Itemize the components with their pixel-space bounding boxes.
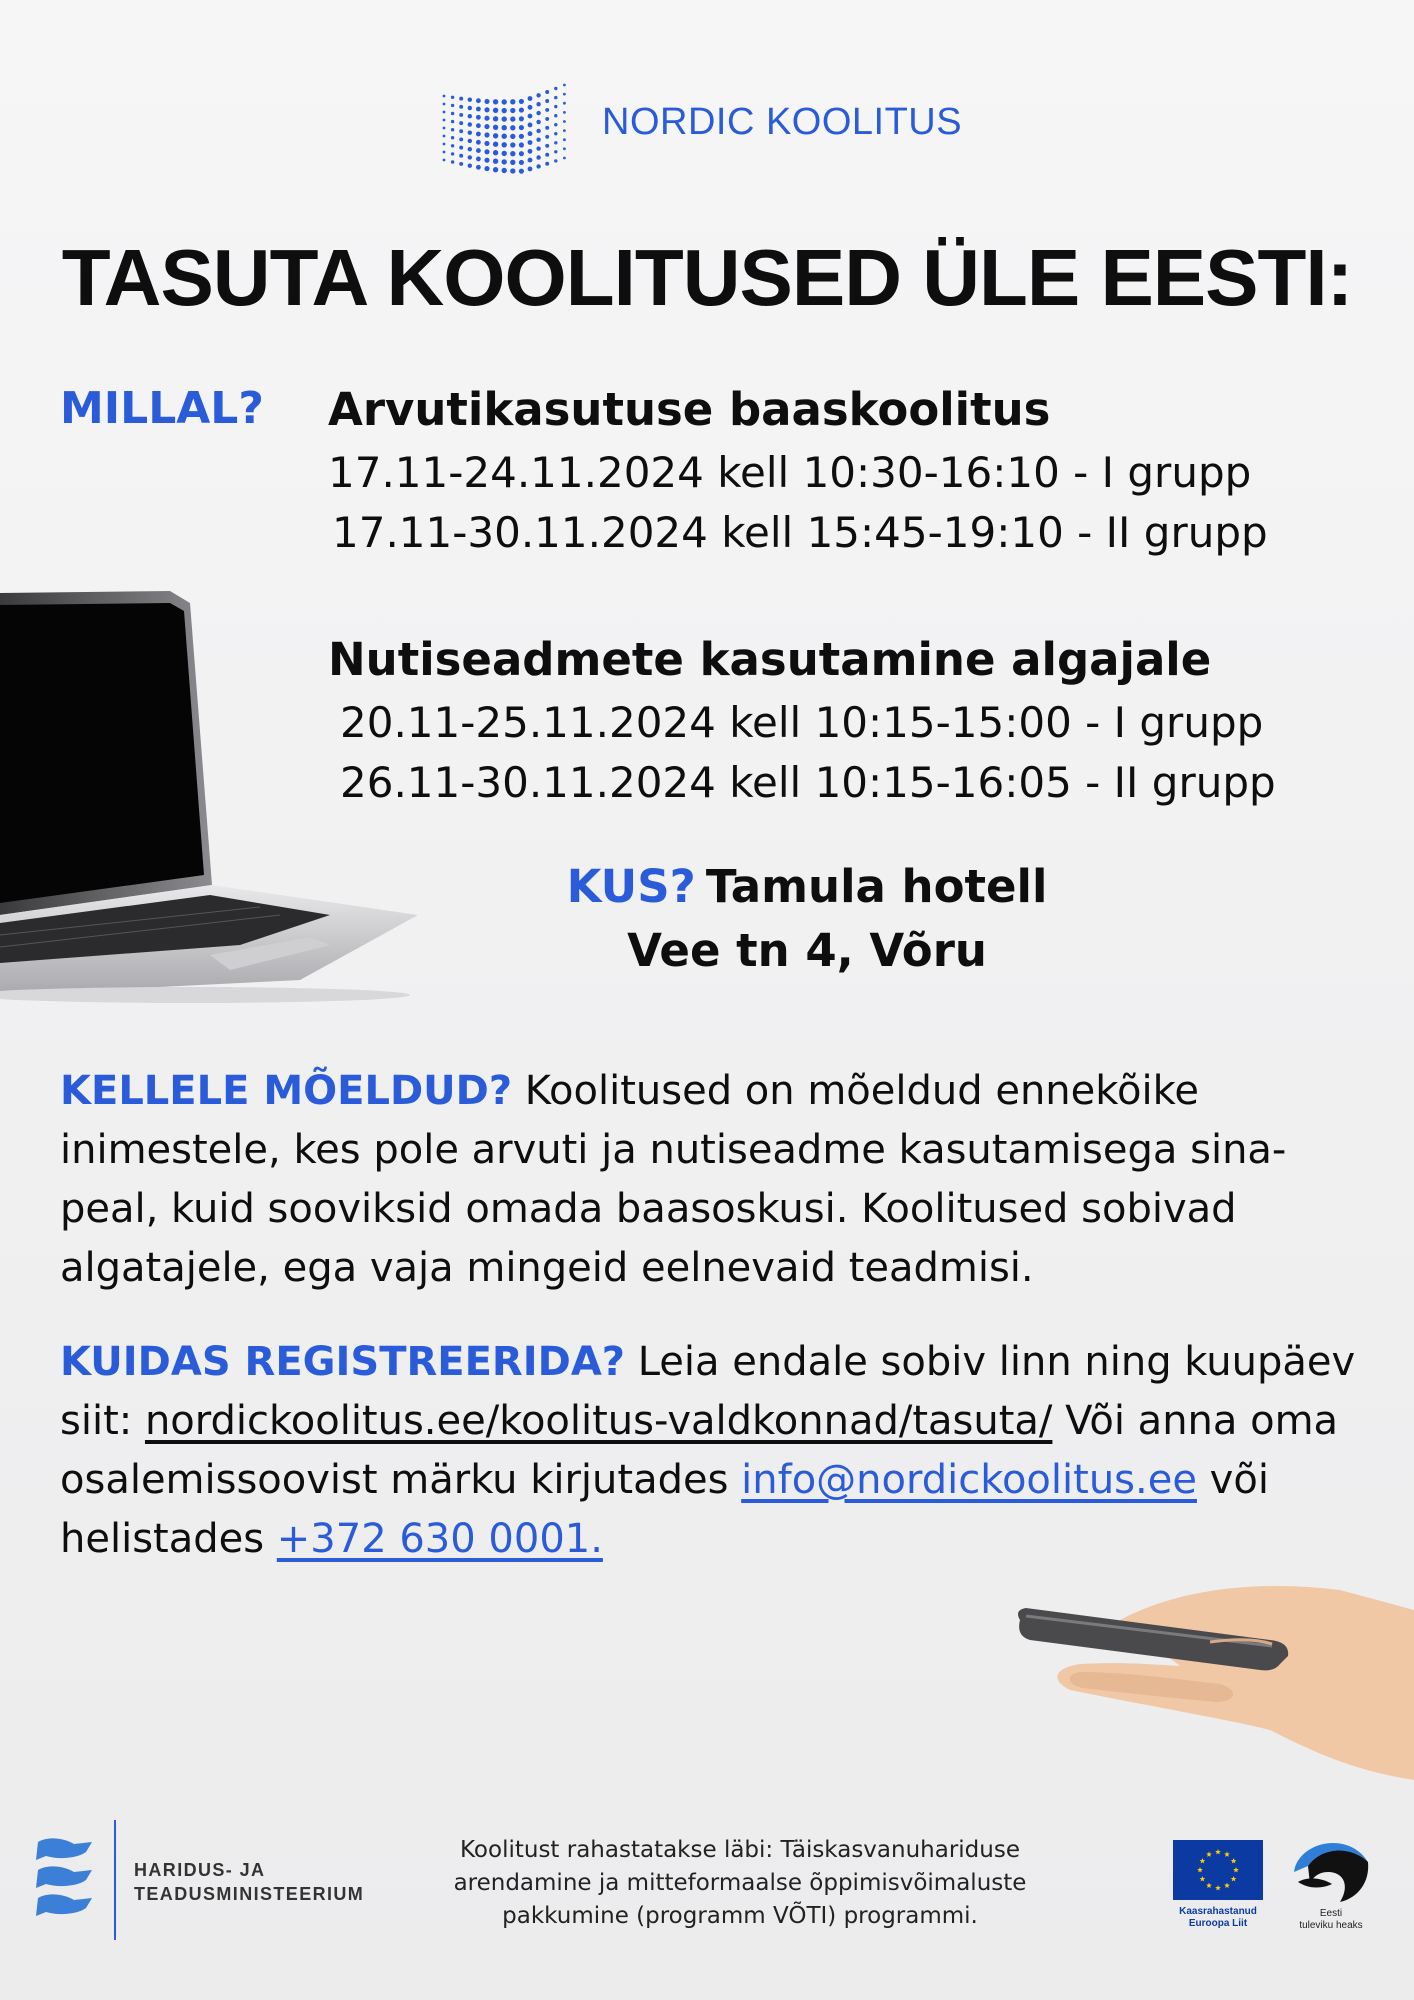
logo-dot	[476, 165, 481, 170]
course-title: Nutiseadmete kasutamine algajale	[328, 633, 1212, 686]
logo-dot	[484, 141, 489, 146]
logo-dot	[493, 167, 498, 172]
logo-dot	[545, 144, 549, 148]
logo-dot	[468, 139, 472, 143]
dotted-wave-icon	[438, 82, 572, 174]
logo-dot	[443, 135, 446, 138]
logo-dot	[554, 132, 557, 135]
logo-dot	[443, 111, 446, 114]
phone-link[interactable]: +372 630 0001.	[276, 1516, 603, 1562]
logo-dot	[493, 108, 498, 113]
logo-dot	[493, 159, 498, 164]
logo-dot	[493, 142, 498, 147]
logo-dot	[493, 133, 498, 138]
logo-dot	[484, 166, 489, 171]
registration-text: Leia endale sobiv linn ning kuupäev siit:	[60, 1339, 1356, 1444]
registration-label: KUIDAS REGISTREERIDA?	[60, 1339, 625, 1385]
logo-dot	[443, 143, 446, 146]
logo-dot	[451, 112, 454, 115]
logo-dot	[443, 119, 446, 122]
where-label: KUS?	[566, 860, 696, 913]
logo-dot	[468, 106, 472, 110]
logo-dot	[476, 123, 481, 128]
registration-text: või helistades	[60, 1457, 1269, 1562]
logo-dot	[484, 158, 489, 163]
course-schedule: 26.11-30.11.2024 kell 10:15-16:05 - II grupp	[340, 758, 1276, 807]
logo-dot	[519, 169, 524, 174]
email-link[interactable]: info@nordickoolitus.ee	[741, 1457, 1197, 1503]
logo-dot	[545, 153, 549, 157]
logo-dot	[536, 102, 540, 106]
logo-dot	[476, 156, 481, 161]
phone-in-hand-image	[1010, 1580, 1414, 1780]
logo-dot	[536, 129, 540, 133]
logo-dot	[493, 116, 498, 121]
logo-dot	[502, 134, 507, 139]
divider	[114, 1820, 116, 1940]
logo-dot	[493, 150, 498, 155]
audience-label: KELLELE MÕELDUD?	[60, 1068, 513, 1114]
course-schedule: 17.11-30.11.2024 kell 15:45-19:10 - II grupp	[332, 508, 1268, 557]
logo-dot	[484, 116, 489, 121]
logo-dot	[451, 144, 454, 147]
logo-dot	[468, 122, 472, 126]
logo-dot	[563, 138, 566, 141]
coat-of-arms-icon	[34, 1836, 98, 1924]
ministry-name	[134, 1858, 364, 1906]
logo-dot	[536, 155, 540, 159]
course-schedule: 17.11-24.11.2024 kell 10:30-16:10 - I grupp	[328, 448, 1252, 497]
logo-dot	[476, 115, 481, 120]
eu-flag-icon	[1173, 1840, 1263, 1900]
logo-dot	[563, 84, 566, 87]
laptop-image	[0, 585, 420, 1005]
logo-dot	[563, 102, 566, 105]
logo-dot	[536, 93, 540, 97]
logo-dot	[528, 122, 533, 127]
logo-dot	[451, 128, 454, 131]
logo-dot	[528, 140, 533, 145]
logo-dot	[554, 141, 557, 144]
logo-dot	[459, 137, 463, 141]
when-label: MILLAL?	[60, 383, 264, 434]
est-label-line: tuleviku heaks	[1299, 1920, 1363, 1931]
logo-dot	[563, 120, 566, 123]
logo-dot	[484, 107, 489, 112]
logo-dot	[443, 159, 446, 162]
venue-address: Vee tn 4, Võru	[627, 924, 987, 977]
eu-label-line: Euroopa Liit	[1188, 1918, 1248, 1929]
eu-label-line: Kaasrahastanud	[1179, 1906, 1257, 1917]
logo-dot	[484, 149, 489, 154]
logo-dot	[443, 103, 446, 106]
logo-dot	[519, 160, 524, 165]
logo-dot	[476, 107, 481, 112]
logo-dot	[502, 99, 507, 104]
logo-dot	[528, 105, 533, 110]
logo-dot	[528, 158, 533, 163]
audience-paragraph	[60, 1062, 1380, 1298]
logo-dot	[510, 160, 515, 165]
logo-dot	[563, 111, 566, 114]
logo-dot	[519, 134, 524, 139]
logo-dot	[528, 131, 533, 136]
logo-dot	[459, 105, 463, 109]
logo-dot	[545, 108, 549, 112]
logo-dot	[451, 120, 454, 123]
logo-dot	[554, 114, 557, 117]
logo-dot	[502, 159, 507, 164]
logo-dot	[510, 134, 515, 139]
venue-name: Tamula hotell	[705, 860, 1048, 913]
registration-text: Või anna oma osalemissoovist märku kirjutades	[60, 1398, 1339, 1503]
ministry-name-line: HARIDUS- JA	[134, 1860, 266, 1880]
logo-dot	[493, 125, 498, 130]
logo-dot	[459, 129, 463, 133]
logo-dot	[528, 166, 533, 171]
logo-dot	[554, 159, 557, 162]
brand-name: NORDIC KOOLITUS	[602, 101, 963, 143]
logo-dot	[528, 114, 533, 119]
course-schedule: 20.11-25.11.2024 kell 10:15-15:00 - I grupp	[340, 698, 1264, 747]
logo-dot	[510, 168, 515, 173]
logo-dot	[519, 125, 524, 130]
logo-dot	[502, 116, 507, 121]
logo-dot	[459, 146, 463, 150]
logo-dot	[451, 136, 454, 139]
logo-dot	[519, 151, 524, 156]
logo-dot	[545, 90, 549, 94]
logo-dot	[484, 132, 489, 137]
logo-dot	[536, 120, 540, 124]
logo-dot	[443, 151, 446, 154]
logo-dot	[443, 95, 446, 98]
logo-dot	[443, 127, 446, 130]
logo-dot	[476, 132, 481, 137]
funding-note: Koolitust rahastatakse läbi: Täiskasvanuhariduse arendamine ja mitteformaalse õppimisvõimaluste pakkumine (programm VÕTI) programmi.	[453, 1837, 1027, 1929]
logo-dot	[502, 125, 507, 130]
estonia-future-label	[1278, 1908, 1384, 1932]
logo-dot	[510, 116, 515, 121]
logo-dot	[459, 97, 463, 101]
logo-dot	[536, 137, 540, 141]
logo-dot	[459, 162, 463, 166]
logo-dot	[519, 142, 524, 147]
registration-paragraph	[60, 1333, 1380, 1569]
logo-dot	[545, 162, 549, 166]
logo-dot	[476, 98, 481, 103]
logo-dot	[468, 163, 472, 167]
logo-dot	[476, 140, 481, 145]
logo-dot	[563, 157, 566, 160]
course-title: Arvutikasutuse baaskoolitus	[328, 383, 1051, 436]
logo-dot	[528, 96, 533, 101]
logo-dot	[502, 108, 507, 113]
logo-dot	[451, 104, 454, 107]
logo-dot	[510, 108, 515, 113]
logo-dot	[536, 146, 540, 150]
logo-dot	[484, 124, 489, 129]
logo-dot	[528, 149, 533, 154]
page-title: TASUTA KOOLITUSED ÜLE EESTI:	[61, 233, 1353, 322]
logo-dot	[554, 105, 557, 108]
logo-dot	[459, 121, 463, 125]
logo-dot	[554, 123, 557, 126]
logo-dot	[554, 87, 557, 90]
logo-dot	[519, 108, 524, 113]
est-label-line: Eesti	[1319, 1908, 1343, 1919]
logo-dot	[451, 160, 454, 163]
logo-dot	[451, 96, 454, 99]
logo-dot	[484, 99, 489, 104]
logo-dot	[519, 99, 524, 104]
logo-dot	[459, 154, 463, 158]
logo-dot	[554, 150, 557, 153]
audience-text: Koolitused on mõeldud ennekõike inimestele, kes pole arvuti ja nutiseadme kasutamisega sina-peal, kuid sooviksid omada baasoskusi. Koolitused sobivad algatajele, ega vaja mingeid eelnevaid teadmisi.	[60, 1068, 1287, 1291]
logo-dot	[451, 152, 454, 155]
logo-dot	[545, 126, 549, 130]
logo-dot	[519, 116, 524, 121]
logo-dot	[502, 142, 507, 147]
logo-dot	[536, 111, 540, 115]
ministry-name-line: TEADUSMINISTEERIUM	[134, 1884, 365, 1904]
logo-dot	[545, 135, 549, 139]
logo-dot	[502, 168, 507, 173]
logo-dot	[545, 99, 549, 103]
logo-dot	[536, 164, 540, 168]
logo-dot	[459, 113, 463, 117]
logo-dot	[468, 97, 472, 101]
logo-dot	[554, 96, 557, 99]
logo-dot	[468, 147, 472, 151]
logo-dot	[510, 151, 515, 156]
logo-dot	[563, 129, 566, 132]
eu-funding-label	[1150, 1906, 1286, 1930]
logo-dot	[545, 117, 549, 121]
logo-dot	[510, 125, 515, 130]
logo-dot	[510, 142, 515, 147]
logo-dot	[468, 114, 472, 118]
registration-link[interactable]: nordickoolitus.ee/koolitus-valdkonnad/tasuta/	[144, 1398, 1053, 1444]
logo-dot	[502, 151, 507, 156]
logo-dot	[476, 148, 481, 153]
logo-dot	[510, 99, 515, 104]
logo-dot	[468, 130, 472, 134]
estonia-future-logo-icon	[1288, 1832, 1374, 1906]
logo-dot	[563, 147, 566, 150]
logo-dot	[563, 93, 566, 96]
logo-dot	[468, 155, 472, 159]
logo-dot	[493, 99, 498, 104]
